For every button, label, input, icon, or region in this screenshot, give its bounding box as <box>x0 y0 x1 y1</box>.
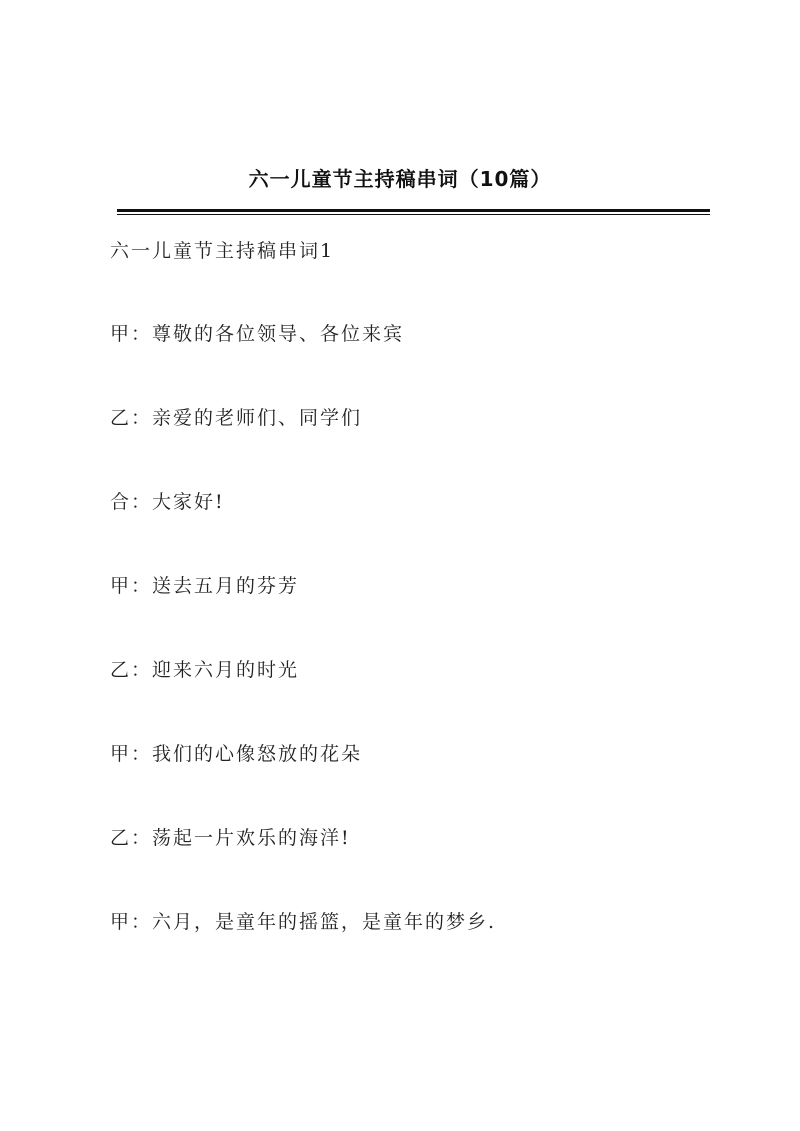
section-heading: 六一儿童节主持稿串词1 <box>110 240 335 262</box>
dialogue-line: 甲：送去五月的芬芳 <box>110 575 300 597</box>
document-title: 六一儿童节主持稿串词（10篇） <box>248 167 552 191</box>
dialogue-line: 乙：迎来六月的时光 <box>110 659 300 681</box>
title-divider-thin <box>117 214 710 215</box>
dialogue-line: 乙：亲爱的老师们、同学们 <box>110 407 363 429</box>
dialogue-line: 甲：我们的心像怒放的花朵 <box>110 743 363 765</box>
dialogue-line: 甲：尊敬的各位领导、各位来宾 <box>110 323 405 345</box>
title-divider-thick <box>117 209 710 212</box>
dialogue-line: 甲：六月，是童年的摇篮，是童年的梦乡. <box>110 911 497 933</box>
dialogue-line: 合：大家好! <box>110 491 225 513</box>
dialogue-line: 乙：荡起一片欢乐的海洋! <box>110 827 351 849</box>
title-divider <box>117 209 710 215</box>
